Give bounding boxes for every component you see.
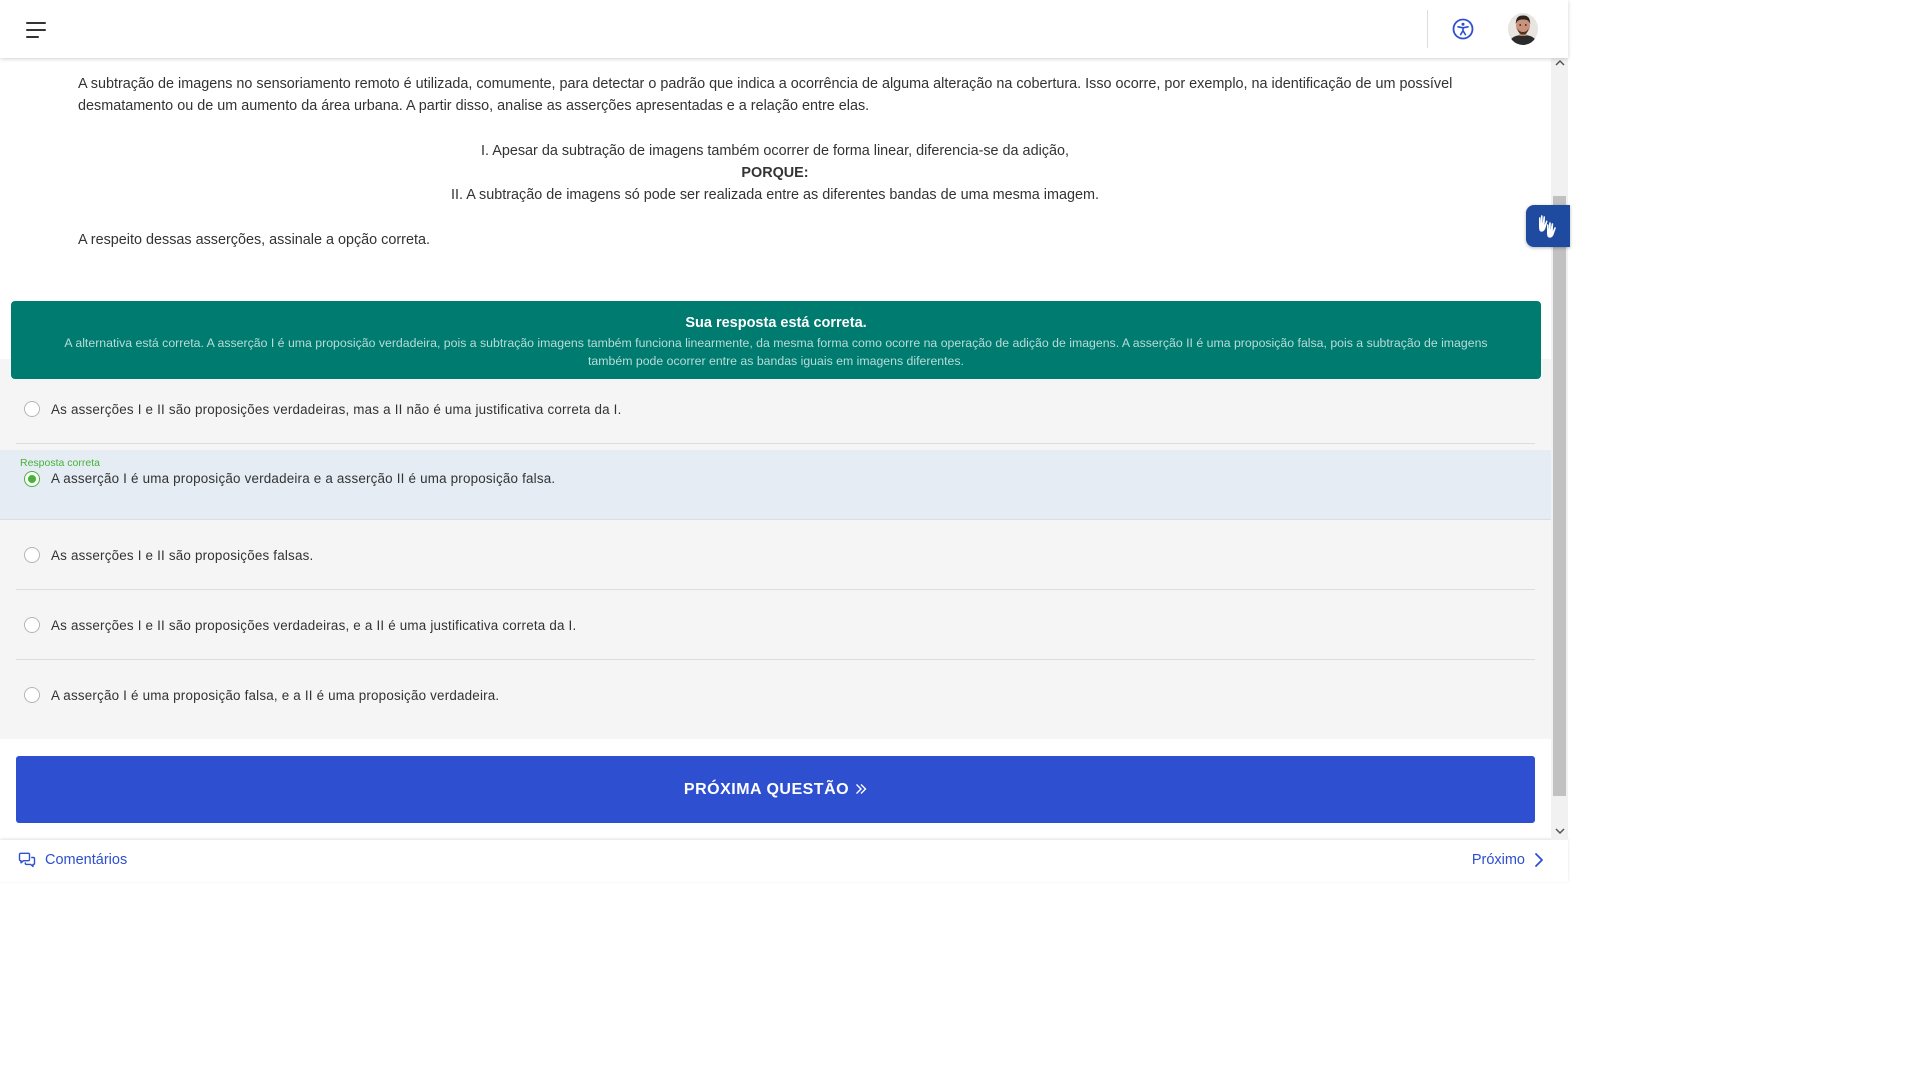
scroll-down-arrow-icon[interactable] <box>1551 826 1568 840</box>
header-divider <box>1427 10 1428 48</box>
radio-button[interactable] <box>24 547 40 563</box>
scroll-up-arrow-icon[interactable] <box>1551 58 1568 72</box>
accessibility-icon[interactable] <box>1452 18 1474 40</box>
user-avatar[interactable] <box>1508 13 1538 45</box>
scrollbar-thumb[interactable] <box>1553 196 1566 796</box>
correct-answer-tag: Resposta correta <box>20 457 100 469</box>
assertion-1: I. Apesar da subtração de imagens também ocorrer de forma linear, diferencia-se da adição, <box>481 143 1069 159</box>
radio-button[interactable] <box>24 401 40 417</box>
option-label: A asserção I é uma proposição falsa, e a II é uma proposição verdadeira. <box>51 688 500 703</box>
option-2[interactable] <box>0 450 1551 520</box>
feedback-banner <box>11 301 1541 379</box>
radio-button[interactable] <box>24 687 40 703</box>
next-label: Próximo <box>1471 852 1525 868</box>
option-label: As asserções I e II são proposições falsas. <box>51 548 314 563</box>
next-question-label: PRÓXIMA QUESTÃO <box>683 781 850 798</box>
double-chevron-right-icon <box>855 756 867 823</box>
question-prompt: A respeito dessas asserções, assinale a opção correta. <box>78 232 430 248</box>
option-4[interactable] <box>16 590 1535 660</box>
bottom-navigation-bar <box>0 840 1568 882</box>
comments-link[interactable] <box>18 852 127 868</box>
question-intro: A subtração de imagens no sensoriamento remoto é utilizada, comumente, para detectar o padrão que indica a ocorrência de alguma alteração na cobertura. Isso ocorre, por exemplo, na identificação de um possível desmatamento ou de um aumento da área urbana. A partir disso, analise as asserções apresentadas e a relação entre elas. <box>78 76 1453 114</box>
page-scrollbar[interactable] <box>1551 58 1568 840</box>
top-header <box>0 0 1568 58</box>
hamburger-menu-icon[interactable] <box>26 22 48 40</box>
chevron-right-icon <box>1534 852 1544 868</box>
feedback-text: A alternativa está correta. A asserção I é uma proposição verdadeira, pois a subtração imagens também funciona linearmente, da mesma forma como ocorre na operação de adição de imagens. A asserção II é uma proposição falsa, pois a subtração de imagens também pode ocorrer entre as bandas iguais em imagens diferentes. <box>64 336 1488 368</box>
option-label: As asserções I e II são proposições verdadeiras, mas a II não é uma justificativa correta da I. <box>51 402 622 417</box>
option-3[interactable] <box>16 520 1535 590</box>
porque-label: PORQUE: <box>741 165 809 181</box>
radio-button-selected[interactable] <box>24 471 40 487</box>
comments-label: Comentários <box>45 852 128 868</box>
sign-language-hands-icon[interactable] <box>1526 205 1570 247</box>
option-1[interactable] <box>16 374 1535 444</box>
option-label: As asserções I e II são proposições verdadeiras, e a II é uma justificativa correta da I. <box>51 618 577 633</box>
feedback-title: Sua resposta está correta. <box>685 315 867 331</box>
chat-bubbles-icon <box>18 852 36 868</box>
next-link[interactable] <box>1472 852 1544 868</box>
question-statement <box>78 73 1478 251</box>
option-5[interactable] <box>16 660 1535 730</box>
radio-button[interactable] <box>24 617 40 633</box>
next-question-button[interactable] <box>16 756 1535 823</box>
assertion-2: II. A subtração de imagens só pode ser realizada entre as diferentes bandas de uma mesma imagem. <box>451 187 1099 203</box>
answer-options <box>0 359 1551 739</box>
option-label: A asserção I é uma proposição verdadeira e a asserção II é uma proposição falsa. <box>51 471 556 486</box>
